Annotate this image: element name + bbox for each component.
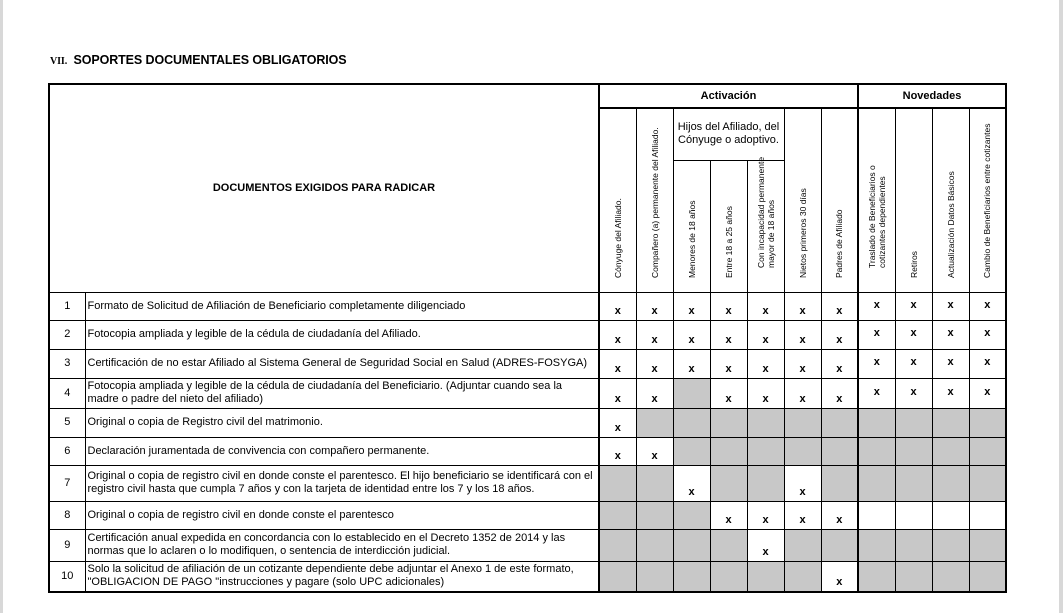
cell-not-applicable: [747, 408, 784, 437]
cell-not-applicable: [895, 465, 932, 501]
cell-not-applicable: [969, 465, 1006, 501]
cell-required-mark: x: [784, 349, 821, 378]
cell-not-applicable: [858, 561, 895, 592]
document-description: Fotocopia ampliada y legible de la cédula de ciudadanía del Afiliado.: [85, 320, 599, 349]
cell-not-applicable: [747, 437, 784, 465]
cell-not-applicable: [858, 408, 895, 437]
document-description: Declaración juramentada de convivencia con compañero permanente.: [85, 437, 599, 465]
cell-required-mark: x: [821, 561, 858, 592]
cell-required-mark: x: [710, 320, 747, 349]
cell-required-mark: x: [932, 320, 969, 349]
row-number: 8: [49, 501, 85, 529]
table-row: [49, 349, 1006, 378]
table-row: [49, 437, 1006, 465]
row-number: 7: [49, 465, 85, 501]
document-description: Original o copia de registro civil en donde conste el parentesco: [85, 501, 599, 529]
header-documents: DOCUMENTOS EXIGIDOS PARA RADICAR: [49, 84, 599, 292]
cell-required-mark: x: [969, 292, 1006, 320]
cell-required-mark: x: [636, 320, 673, 349]
cell-required-mark: x: [895, 320, 932, 349]
column-header-10: [969, 108, 1006, 292]
table-row: [49, 378, 1006, 408]
column-header-label: Retiros: [908, 250, 919, 278]
cell-required-mark: x: [599, 292, 636, 320]
cell-not-applicable: [599, 561, 636, 592]
cell-required-mark: x: [636, 437, 673, 465]
cell-not-applicable: [858, 465, 895, 501]
cell-required-mark: x: [710, 292, 747, 320]
column-header-5: [784, 108, 821, 292]
document-description: Certificación anual expedida en concordancia con lo establecido en el Decreto 1352 de 2014 y las normas que lo aclaren o lo modifiquen, o sentencia de interdicción judicial.: [85, 529, 599, 561]
cell-required-mark: x: [784, 320, 821, 349]
cell-required-mark: x: [747, 320, 784, 349]
cell-not-applicable: [636, 501, 673, 529]
cell-not-applicable: [636, 561, 673, 592]
cell-not-applicable: [784, 529, 821, 561]
row-number: 2: [49, 320, 85, 349]
cell-not-applicable: [747, 561, 784, 592]
cell-required-mark: x: [636, 378, 673, 408]
cell-required-mark: x: [784, 501, 821, 529]
row-number: 3: [49, 349, 85, 378]
column-header-0: [599, 108, 636, 292]
cell-not-applicable: [599, 529, 636, 561]
document-description: Original o copia de Registro civil del matrimonio.: [85, 408, 599, 437]
cell-required-mark: x: [710, 378, 747, 408]
cell-empty: [858, 501, 895, 529]
cell-required-mark: x: [784, 378, 821, 408]
cell-required-mark: x: [932, 349, 969, 378]
table-row: [49, 561, 1006, 592]
cell-not-applicable: [821, 437, 858, 465]
cell-not-applicable: [673, 408, 710, 437]
group-novedades: Novedades: [858, 84, 1006, 108]
cell-required-mark: x: [969, 378, 1006, 408]
cell-empty: [932, 501, 969, 529]
column-header-3: [710, 160, 747, 292]
cell-required-mark: x: [821, 349, 858, 378]
column-header-4: [747, 156, 784, 292]
document-description: Original o copia de registro civil en donde conste el parentesco. El hijo beneficiario se identificará con el registro civil hasta que cumpla 7 años y con la tarjeta de identidad entre los 7 y los 18 años.: [85, 465, 599, 501]
table-row: [49, 465, 1006, 501]
cell-not-applicable: [858, 437, 895, 465]
cell-not-applicable: [969, 408, 1006, 437]
table-row: [49, 529, 1006, 561]
cell-required-mark: x: [821, 320, 858, 349]
cell-required-mark: x: [747, 529, 784, 561]
cell-required-mark: x: [747, 501, 784, 529]
cell-not-applicable: [932, 529, 969, 561]
column-header-8: [895, 108, 932, 292]
cell-not-applicable: [784, 408, 821, 437]
cell-not-applicable: [673, 378, 710, 408]
cell-required-mark: x: [599, 320, 636, 349]
cell-not-applicable: [858, 529, 895, 561]
table-row: [49, 320, 1006, 349]
page-right-edge: [1059, 0, 1063, 613]
table-row: [49, 292, 1006, 320]
column-header-label: Cónyuge del Afiliado.: [612, 197, 623, 278]
cell-not-applicable: [673, 501, 710, 529]
cell-required-mark: x: [784, 292, 821, 320]
cell-not-applicable: [710, 529, 747, 561]
cell-required-mark: x: [673, 349, 710, 378]
column-header-label: Traslado de Beneficiarios o cotizantes dependientes: [866, 164, 887, 268]
cell-required-mark: x: [895, 378, 932, 408]
cell-required-mark: x: [858, 320, 895, 349]
cell-required-mark: x: [969, 349, 1006, 378]
column-header-label: Nietos primeros 30 días: [797, 187, 808, 278]
cell-not-applicable: [932, 408, 969, 437]
cell-not-applicable: [895, 561, 932, 592]
cell-required-mark: x: [710, 501, 747, 529]
cell-not-applicable: [636, 529, 673, 561]
cell-required-mark: x: [599, 408, 636, 437]
cell-required-mark: x: [599, 378, 636, 408]
row-number: 9: [49, 529, 85, 561]
cell-not-applicable: [710, 437, 747, 465]
row-number: 6: [49, 437, 85, 465]
cell-required-mark: x: [821, 378, 858, 408]
column-header-label: Padres de Afiliado: [834, 208, 845, 278]
column-header-label: Menores de 18 años: [686, 200, 697, 278]
subgroup-hijos: Hijos del Afiliado, del Cónyuge o adoptivo.: [673, 108, 784, 160]
cell-not-applicable: [932, 437, 969, 465]
cell-required-mark: x: [747, 378, 784, 408]
cell-not-applicable: [636, 408, 673, 437]
column-header-label: Actualización Datos Básicos: [945, 170, 956, 278]
cell-not-applicable: [747, 465, 784, 501]
section-number: VII.: [50, 56, 68, 67]
cell-required-mark: x: [673, 292, 710, 320]
cell-not-applicable: [895, 437, 932, 465]
row-number: 10: [49, 561, 85, 592]
cell-not-applicable: [673, 561, 710, 592]
document-description: Formato de Solicitud de Afiliación de Beneficiario completamente diligenciado: [85, 292, 599, 320]
cell-required-mark: x: [821, 501, 858, 529]
column-header-2: [673, 160, 710, 292]
cell-required-mark: x: [636, 349, 673, 378]
cell-not-applicable: [895, 529, 932, 561]
cell-required-mark: x: [747, 349, 784, 378]
cell-required-mark: x: [895, 349, 932, 378]
cell-required-mark: x: [932, 378, 969, 408]
cell-required-mark: x: [599, 437, 636, 465]
row-number: 4: [49, 378, 85, 408]
cell-not-applicable: [710, 465, 747, 501]
cell-not-applicable: [673, 437, 710, 465]
document-description: Fotocopia ampliada y legible de la cédula de ciudadanía del Beneficiario. (Adjuntar cuando sea la madre o padre del nieto del afiliado): [85, 378, 599, 408]
cell-not-applicable: [599, 501, 636, 529]
column-header-label: Compañero (a) permanente del Afiliado.: [649, 126, 660, 278]
cell-not-applicable: [932, 465, 969, 501]
row-number: 5: [49, 408, 85, 437]
cell-required-mark: x: [747, 292, 784, 320]
cell-not-applicable: [969, 529, 1006, 561]
cell-required-mark: x: [599, 349, 636, 378]
row-number: 1: [49, 292, 85, 320]
cell-required-mark: x: [969, 320, 1006, 349]
section-title-text: SOPORTES DOCUMENTALES OBLIGATORIOS: [73, 53, 347, 67]
cell-not-applicable: [710, 561, 747, 592]
document-description: Solo la solicitud de afiliación de un cotizante dependiente debe adjuntar el Anexo 1 de este formato, "OBLIGACION DE PAGO "instrucciones y pagare (solo UPC adicionales): [85, 561, 599, 592]
cell-required-mark: x: [895, 292, 932, 320]
cell-not-applicable: [673, 529, 710, 561]
cell-empty: [969, 501, 1006, 529]
cell-required-mark: x: [858, 378, 895, 408]
cell-not-applicable: [599, 465, 636, 501]
cell-required-mark: x: [821, 292, 858, 320]
cell-required-mark: x: [784, 465, 821, 501]
cell-not-applicable: [969, 561, 1006, 592]
cell-required-mark: x: [858, 292, 895, 320]
column-header-label: Cambio de Beneficiarios entre cotizantes: [982, 123, 993, 278]
cell-required-mark: x: [710, 349, 747, 378]
section-title: [50, 53, 347, 67]
documents-table: [48, 83, 1007, 593]
cell-required-mark: x: [932, 292, 969, 320]
document-description: Certificación de no estar Afiliado al Sistema General de Seguridad Social en Salud (ADRES-FOSYGA): [85, 349, 599, 378]
cell-required-mark: x: [673, 465, 710, 501]
table-row: [49, 408, 1006, 437]
column-header-6: [821, 108, 858, 292]
page-left-edge: [0, 0, 3, 613]
cell-not-applicable: [784, 437, 821, 465]
cell-not-applicable: [784, 561, 821, 592]
cell-not-applicable: [969, 437, 1006, 465]
cell-not-applicable: [710, 408, 747, 437]
column-header-7: [858, 108, 895, 292]
column-header-label: Entre 18 a 25 años: [723, 205, 734, 278]
cell-required-mark: x: [858, 349, 895, 378]
column-header-9: [932, 108, 969, 292]
cell-not-applicable: [932, 561, 969, 592]
cell-not-applicable: [636, 465, 673, 501]
column-header-label: Con incapacidad permanente mayor de 18 años: [755, 156, 776, 268]
table-row: [49, 501, 1006, 529]
cell-not-applicable: [821, 529, 858, 561]
column-header-1: [636, 108, 673, 292]
cell-not-applicable: [821, 408, 858, 437]
group-activacion: Activación: [599, 84, 858, 108]
cell-not-applicable: [821, 465, 858, 501]
cell-not-applicable: [895, 408, 932, 437]
cell-required-mark: x: [636, 292, 673, 320]
cell-required-mark: x: [673, 320, 710, 349]
cell-empty: [895, 501, 932, 529]
